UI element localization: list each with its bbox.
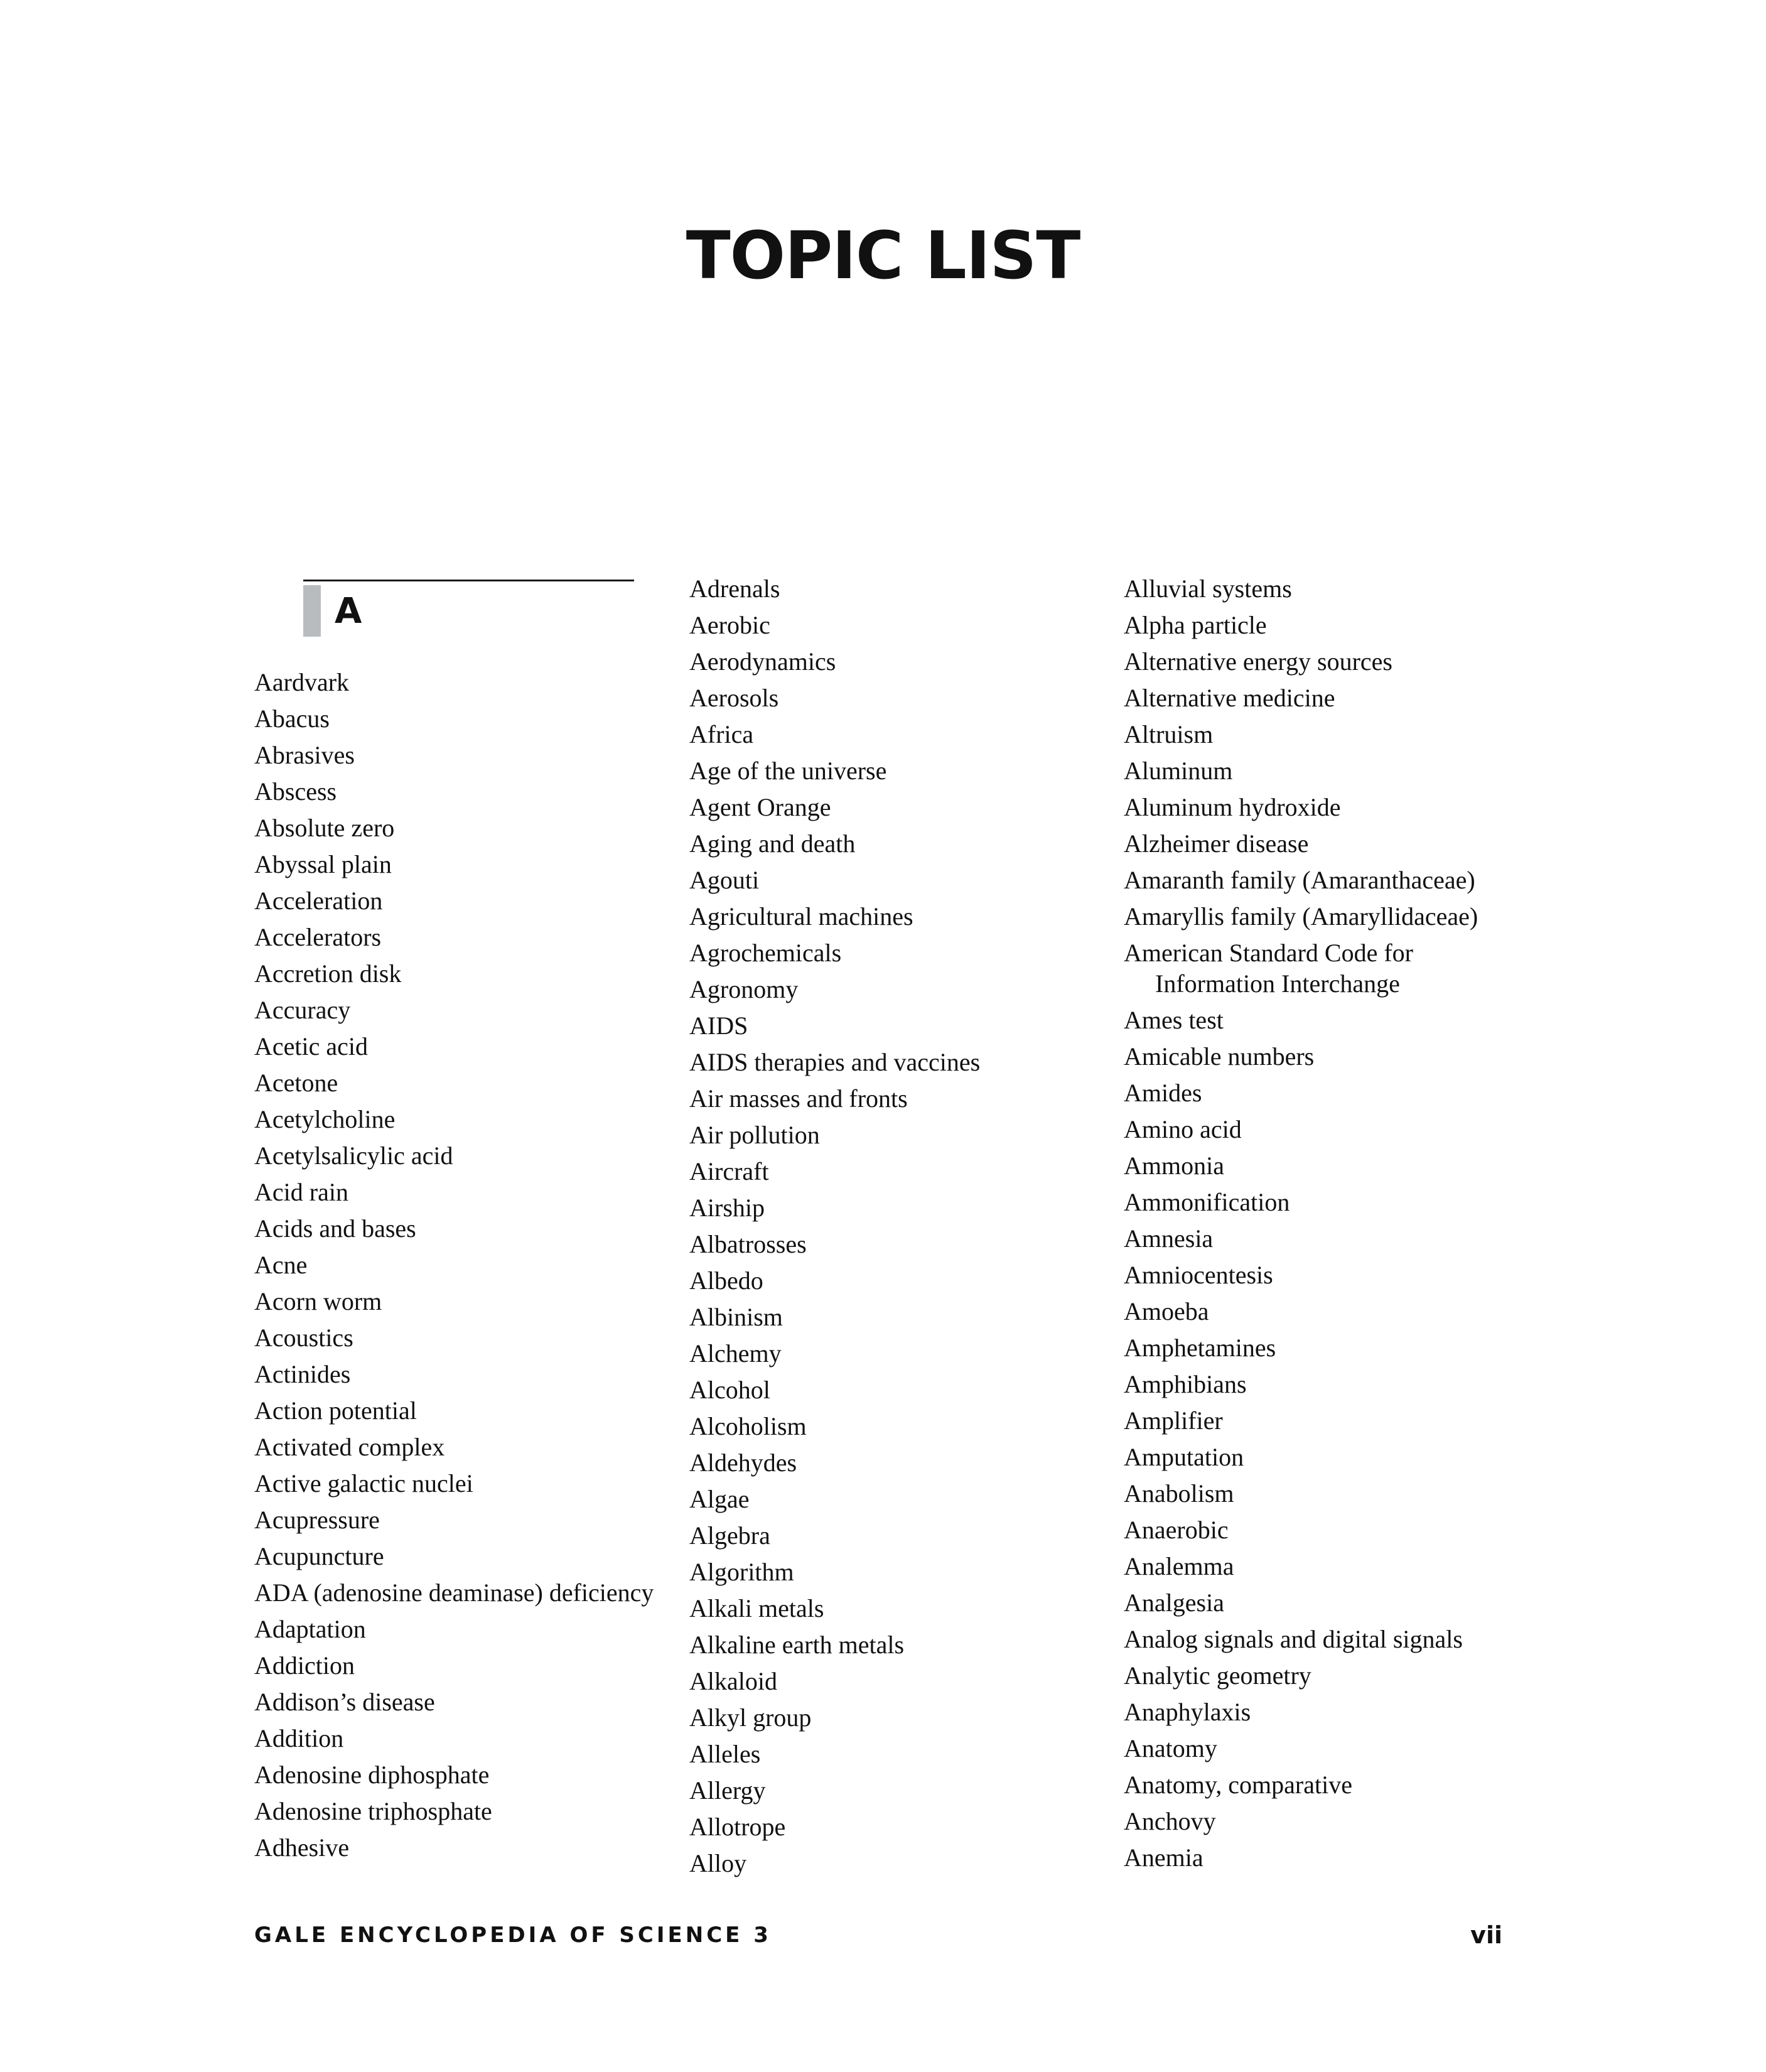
topic-item: Agrochemicals <box>689 939 842 967</box>
topic-item: Analemma <box>1124 1552 1234 1580</box>
topic-item: Anemia <box>1124 1843 1203 1872</box>
footer-page-number: vii <box>1470 1921 1502 1949</box>
topic-item: Algae <box>689 1485 750 1513</box>
topic-item: Acupressure <box>254 1506 380 1534</box>
topic-item: AIDS <box>689 1012 748 1040</box>
topic-item: Adhesive <box>254 1833 350 1862</box>
topic-item: Addiction <box>254 1651 355 1680</box>
topic-item: Amicable numbers <box>1124 1042 1315 1071</box>
topic-item: Alchemy <box>689 1339 782 1368</box>
topic-item: Aardvark <box>254 668 350 696</box>
topic-item: Anaerobic <box>1124 1516 1229 1544</box>
topic-item: Altruism <box>1124 720 1214 748</box>
topic-item: Aging and death <box>689 829 856 858</box>
topic-item: Accretion disk <box>254 959 402 988</box>
topic-item: Amniocentesis <box>1124 1261 1273 1289</box>
topic-item: Alpha particle <box>1124 611 1267 639</box>
topic-item: Adenosine diphosphate <box>254 1761 490 1789</box>
topic-item: Abacus <box>254 704 330 733</box>
topic-item: Alternative medicine <box>1124 684 1335 712</box>
topic-item: Acorn worm <box>254 1287 382 1315</box>
topic-item: Africa <box>689 720 754 748</box>
topic-item: Acoustics <box>254 1324 353 1352</box>
topic-item: Aluminum <box>1124 757 1233 785</box>
topic-item: Amphetamines <box>1124 1334 1276 1362</box>
topic-item: Amnesia <box>1124 1224 1214 1253</box>
topic-item: ADA (adenosine deaminase) deficiency <box>254 1578 654 1607</box>
topic-item: Alkali metals <box>689 1594 824 1622</box>
topic-item: Alloy <box>689 1849 747 1877</box>
footer-publication: GALE ENCYCLOPEDIA OF SCIENCE 3 <box>254 1923 772 1948</box>
topic-item: Anaphylaxis <box>1124 1698 1251 1726</box>
topic-item: AIDS therapies and vaccines <box>689 1048 981 1076</box>
topic-item: Active galactic nuclei <box>254 1469 473 1497</box>
topic-item: Acne <box>254 1251 308 1279</box>
topic-item: Albinism <box>689 1303 783 1331</box>
topic-item: Alkaloid <box>689 1667 777 1695</box>
topic-item: Aldehydes <box>689 1449 797 1477</box>
topic-item: Accelerators <box>254 923 382 951</box>
topic-item: Anatomy <box>1124 1734 1217 1762</box>
topic-item: Abrasives <box>254 741 355 769</box>
topic-item: Alzheimer disease <box>1124 829 1309 858</box>
topic-item: Abyssal plain <box>254 850 392 878</box>
topic-item: Air pollution <box>689 1121 820 1149</box>
topic-item: Acetone <box>254 1069 338 1097</box>
topic-item: Ammonification <box>1124 1188 1290 1216</box>
topic-item: Acetylsalicylic acid <box>254 1141 453 1170</box>
topic-item: Adaptation <box>254 1615 366 1643</box>
topic-item: Air masses and fronts <box>689 1084 908 1113</box>
topic-item: Agent Orange <box>689 793 831 821</box>
section-marker-bar <box>303 585 321 637</box>
topic-item: Amides <box>1124 1079 1202 1107</box>
topic-item: Ames test <box>1124 1006 1224 1034</box>
topic-item: Acetic acid <box>254 1032 368 1060</box>
topic-item: Albedo <box>689 1266 763 1295</box>
topic-item: Allotrope <box>689 1813 786 1841</box>
topic-item: Adenosine triphosphate <box>254 1797 492 1825</box>
topic-item: Alluvial systems <box>1124 575 1292 603</box>
topic-item: Airship <box>689 1194 765 1222</box>
topic-item: Albatrosses <box>689 1230 807 1258</box>
topic-item: Amaryllis family (Amaryllidaceae) <box>1124 902 1478 931</box>
topic-item: Amplifier <box>1124 1406 1223 1435</box>
topic-item: Acetylcholine <box>254 1105 396 1133</box>
topic-item: Addition <box>254 1724 344 1752</box>
topic-item: Absolute zero <box>254 814 395 842</box>
topic-item: Algorithm <box>689 1558 794 1586</box>
topic-item: Alternative energy sources <box>1124 647 1392 676</box>
topic-item: Accuracy <box>254 996 351 1024</box>
topic-item: Age of the universe <box>689 757 887 785</box>
topic-item: Amphibians <box>1124 1370 1247 1398</box>
topic-column-2 <box>689 573 1091 1884</box>
topic-item: Acupuncture <box>254 1542 384 1570</box>
topic-item: Amaranth family (Amaranthaceae) <box>1124 866 1475 894</box>
topic-item: Alkaline earth metals <box>689 1631 905 1659</box>
topic-column-1 <box>254 667 656 1869</box>
topic-item: Acids and bases <box>254 1214 416 1243</box>
topic-item: Agronomy <box>689 975 799 1003</box>
topic-item: Amputation <box>1124 1443 1244 1471</box>
topic-item: Allergy <box>689 1776 766 1805</box>
topic-item: Alcohol <box>689 1376 770 1404</box>
topic-item: Action potential <box>254 1396 417 1425</box>
topic-item: Aerobic <box>689 611 770 639</box>
topic-item: Addison’s disease <box>254 1688 435 1716</box>
topic-item: Alcoholism <box>689 1412 807 1440</box>
topic-item: Analgesia <box>1124 1589 1224 1617</box>
topic-item: Aircraft <box>689 1157 769 1185</box>
topic-item: Ammonia <box>1124 1152 1224 1180</box>
topic-item: Actinides <box>254 1360 351 1388</box>
section-letter: A <box>335 591 362 632</box>
topic-item: Activated complex <box>254 1433 445 1461</box>
topic-item: Analytic geometry <box>1124 1661 1311 1690</box>
topic-item: Amoeba <box>1124 1297 1209 1325</box>
topic-item: Adrenals <box>689 575 780 603</box>
topic-item: Alleles <box>689 1740 761 1768</box>
page-title: TOPIC LIST <box>686 217 1080 294</box>
topic-item: Algebra <box>689 1521 770 1550</box>
section-header <box>303 580 634 638</box>
topic-item: Anabolism <box>1124 1479 1234 1508</box>
topic-item: Agouti <box>689 866 760 894</box>
topic-column-3 <box>1124 573 1526 1879</box>
topic-item: Abscess <box>254 777 337 806</box>
topic-item: Aerosols <box>689 684 779 712</box>
topic-item: Aluminum hydroxide <box>1124 793 1341 821</box>
topic-item: Acid rain <box>254 1178 348 1206</box>
topic-item: Amino acid <box>1124 1115 1242 1143</box>
topic-item: Aerodynamics <box>689 647 836 676</box>
topic-item: Alkyl group <box>689 1703 812 1732</box>
topic-item: Anchovy <box>1124 1807 1216 1835</box>
topic-item: Anatomy, comparative <box>1124 1771 1352 1799</box>
topic-item: American Standard Code for Information Interchange <box>1124 939 1413 998</box>
topic-item: Acceleration <box>254 887 383 915</box>
topic-item: Analog signals and digital signals <box>1124 1625 1463 1653</box>
topic-item: Agricultural machines <box>689 902 913 931</box>
